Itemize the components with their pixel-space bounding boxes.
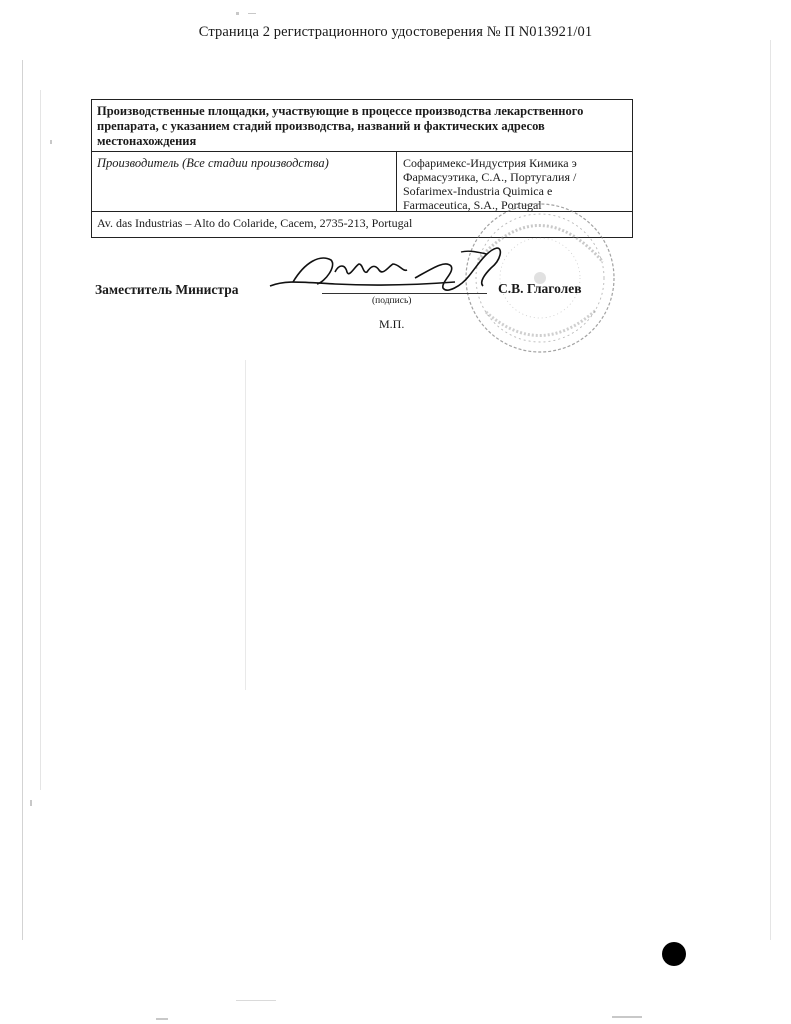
signature-line bbox=[322, 293, 487, 294]
scan-speck bbox=[612, 1016, 642, 1018]
scan-speck bbox=[156, 1018, 168, 1020]
page-title: Страница 2 регистрационного удостоверения № П N013921/01 bbox=[198, 24, 593, 40]
manufacturer-name-line: Софаримекс-Индустрия Кимика э bbox=[403, 156, 577, 170]
stamp-place-label: М.П. bbox=[379, 317, 405, 331]
scan-edge-mark bbox=[245, 360, 246, 690]
manufacturer-name-line: Фармасуэтика, С.А., Португалия / bbox=[403, 170, 577, 184]
manufacturer-name-line: Sofarimex-Industria Quimica e bbox=[403, 184, 553, 198]
position-label: Заместитель Министра bbox=[95, 282, 239, 297]
scan-edge-mark bbox=[236, 1000, 276, 1001]
manufacturer-name-line: Farmaceutica, S.A., Portugal bbox=[403, 198, 542, 212]
scan-edge-mark bbox=[40, 90, 41, 790]
scan-speck bbox=[50, 140, 52, 144]
table-header-cell: Производственные площадки, участвующие в процессе производства лекарственного препарата, с указанием стадий производства, названий и фактических адресов местонахождения bbox=[92, 100, 632, 152]
scan-edge-mark bbox=[22, 60, 23, 940]
scan-speck bbox=[30, 800, 32, 806]
scan-edge-mark bbox=[770, 40, 771, 940]
hole-punch-mark bbox=[662, 942, 686, 966]
signer-name: С.В. Глаголев bbox=[498, 281, 582, 296]
scan-speck bbox=[248, 13, 256, 14]
manufacturer-address-cell: Av. das Industrias – Alto do Colaride, Cacem, 2735-213, Portugal bbox=[97, 216, 413, 230]
manufacturer-role-cell: Производитель (Все стадии производства) bbox=[92, 152, 397, 211]
signature-caption: (подпись) bbox=[372, 296, 412, 306]
scan-speck bbox=[236, 12, 239, 15]
